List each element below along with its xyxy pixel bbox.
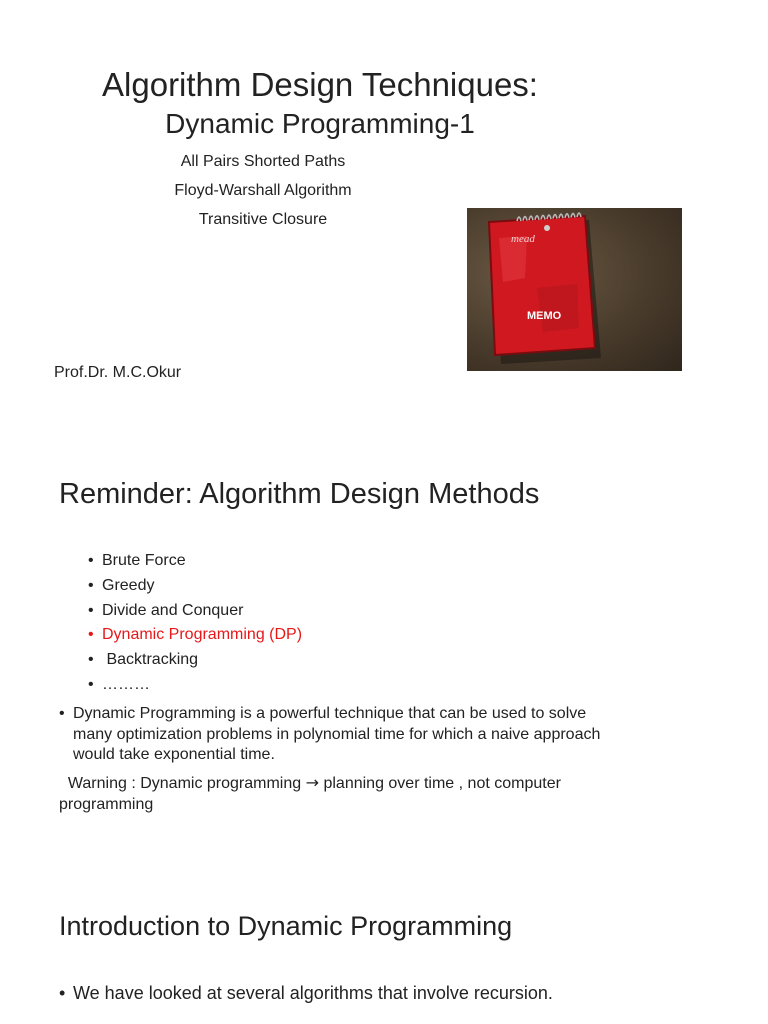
method-label: ……… xyxy=(102,675,150,693)
bullet: • xyxy=(88,552,94,569)
design-methods-list xyxy=(88,549,302,698)
method-item xyxy=(88,549,302,574)
method-label: Greedy xyxy=(102,576,155,594)
method-item xyxy=(88,574,302,599)
memo-notebook-photo xyxy=(467,208,682,371)
slide1-subtitle: Dynamic Programming-1 xyxy=(165,108,475,139)
bullet: • xyxy=(88,601,94,619)
topic-all-pairs: All Pairs Shorted Paths xyxy=(180,153,346,170)
slide1-title: Algorithm Design Techniques: xyxy=(102,66,538,103)
bullet: • xyxy=(88,576,94,594)
notebook-brand: mead xyxy=(511,233,535,245)
bullet: • xyxy=(88,675,94,693)
bullet: • xyxy=(88,626,94,644)
method-item xyxy=(88,599,302,624)
method-label: Dynamic Programming (DP) xyxy=(102,626,303,644)
intro-bullet xyxy=(59,983,619,1004)
author-name: Prof.Dr. M.C.Okur xyxy=(54,364,182,381)
intro-bullet-text: We have looked at several algorithms that involve recursion. xyxy=(73,983,553,1003)
method-item xyxy=(88,673,302,698)
bullet: • xyxy=(59,983,66,1003)
method-label: Divide and Conquer xyxy=(102,601,244,619)
topic-transitive-closure: Transitive Closure xyxy=(198,211,328,228)
topic-floyd-warshall: Floyd-Warshall Algorithm xyxy=(174,182,352,199)
method-label: Brute Force xyxy=(102,552,186,569)
slide3-title: Introduction to Dynamic Programming xyxy=(59,911,513,941)
warning-suffix: planning over time , not computer programming xyxy=(59,775,561,813)
method-item xyxy=(88,623,302,648)
warning-note xyxy=(59,773,639,815)
method-item xyxy=(88,648,302,673)
method-label: Backtracking xyxy=(102,651,199,669)
warning-prefix: Warning : Dynamic programming xyxy=(59,775,302,792)
dp-description xyxy=(59,704,619,766)
arrow-right-icon: → xyxy=(305,773,320,792)
bullet: • xyxy=(59,705,65,722)
bullet: • xyxy=(88,651,94,669)
dp-description-text: Dynamic Programming is a powerful technique that can be used to solve many optimization problems in polynomial time for which a naive approach would take exponential time. xyxy=(73,705,601,763)
notebook-cover xyxy=(489,216,595,355)
slide2-title: Reminder: Algorithm Design Methods xyxy=(59,478,540,510)
notebook-label: MEMO xyxy=(527,310,562,322)
